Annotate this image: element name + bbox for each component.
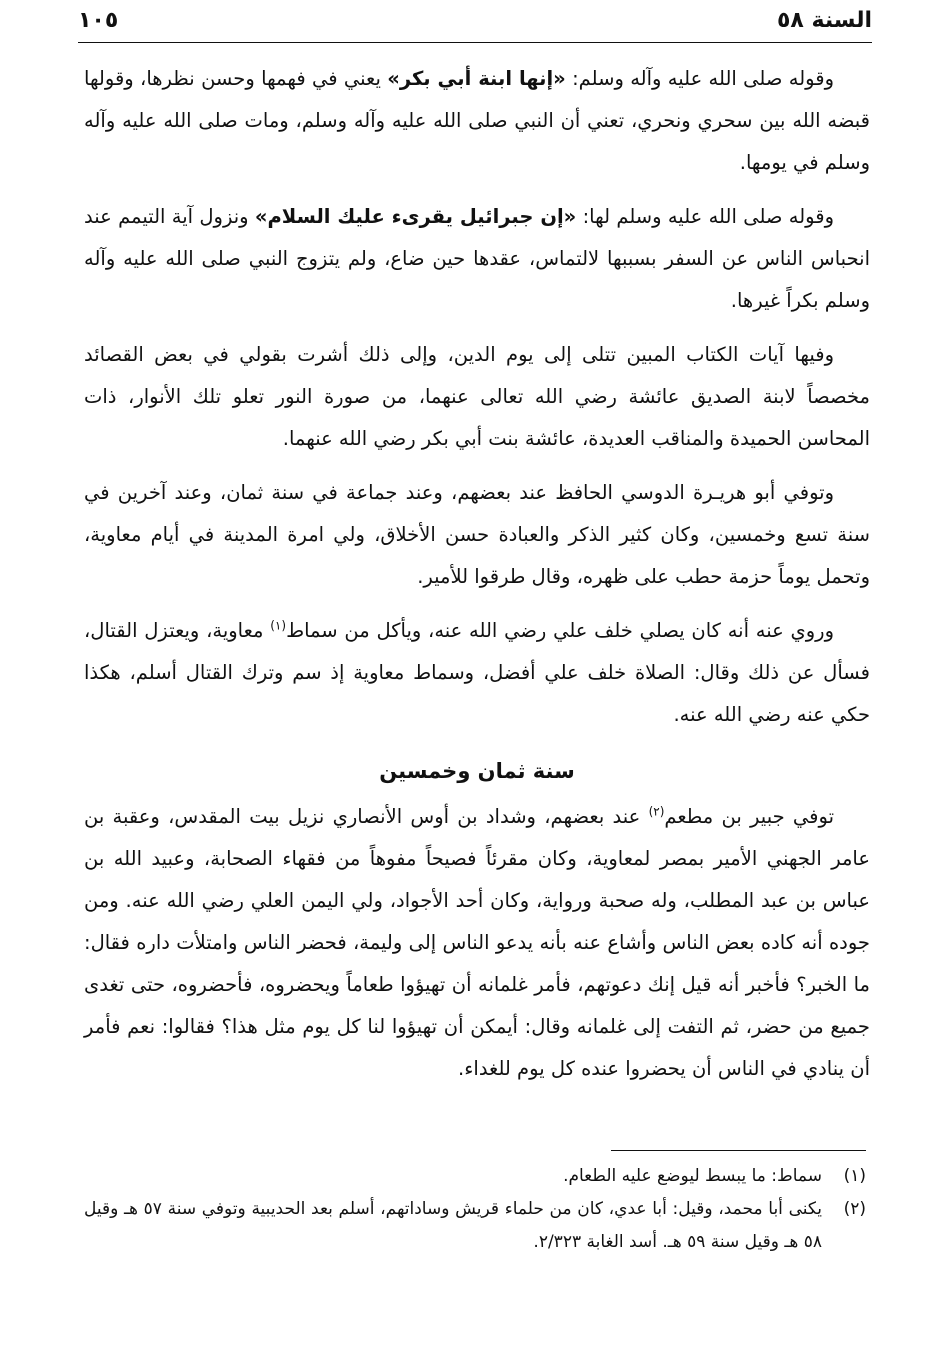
paragraph-3: وفيها آيات الكتاب المبين تتلى إلى يوم الدين، وإلى ذلك أشرت بقولي في بعض القصائد مخصصاً لابنة الصديق عائشة رضي الله تعالى عنهما، من صورة النور تعلو تلك الأنوار، ذات المحاسن الحميدة والمناقب العديدة، عائشة بنت أبي بكر رضي الله عنهما. <box>84 343 870 450</box>
main-text <box>84 58 870 1098</box>
footnote-number: (٢) <box>843 1199 866 1219</box>
running-title: السنة ٥٨ <box>776 7 872 33</box>
paragraph-text: عند بعضهم، وشداد بن أوس الأنصاري نزيل بيت المقدس، وعقبة بن عامر الجهني الأمير بمصر لمعاوية، وكان مقرئاً فصيحاً مفوهاً من فقهاء الصحابة، وعبيد الله بن عباس بن عبد المطلب، وله صحبة ورواية، وكان أحد الأجواد، ولي اليمن العلي رضي الله عنه. ومن جوده أنه كاده بعض الناس وأشاع عنه بأنه يدعو الناس إلى وليمة، فحضر الناس وامتلأت داره فقال: ما الخبر؟ فأخبر أنه قيل إنك دعوتهم، فأمر غلمانه أن تهيؤوا طعاماً ويحضروه، فأحضروه، حتى تغدى جميع من حضر، ثم التفت إلى غلمانه وقال: أيمكن أن تهيؤوا لنا كل يوم مثل هذا؟ فقالوا: نعم فأمر أن ينادي في الناس أن يحضروا عنده كل يوم للغداء. <box>84 805 870 1080</box>
footnote-text: سماط: ما يبسط ليوضع عليه الطعام. <box>563 1166 822 1186</box>
footnote-divider <box>611 1150 866 1151</box>
paragraph-4: وتوفي أبو هريـرة الدوسي الحافظ عند بعضهم، وعند جماعة في سنة ثمان، وعند آخرين في سنة تسع وخمسين، وكان كثير الذكر والعبادة حسن الأخلاق، ولي امرة المدينة في أيام معاوية، وتحمل يوماً حزمة حطب على ظهره، وقال طرقوا للأمير. <box>84 481 870 588</box>
hadith-quote: «إن جبرائيل يقرىء عليك السلام» <box>254 205 577 228</box>
footnote-text: يكنى أبا محمد، وقيل: أبا عدي، كان من حلماء قريش وساداتهم، أسلم بعد الحديبية وتوفي سنة ٥٧ هـ وقيل ٥٨ هـ وقيل سنة ٥٩ هـ. أسد الغابة ٢/٣٢٣. <box>84 1199 822 1252</box>
footnote-2 <box>84 1193 866 1259</box>
paragraph-text: يعني في فهمها وحسن نظرها، وقولها قبضه الله بين سحري ونحري، تعني أن النبي صلى الله عليه وآله وسلم، ومات صلى الله عليه وآله وسلم في يومها. <box>84 67 870 174</box>
footnote-1 <box>84 1160 866 1193</box>
paragraph-2 <box>84 196 870 322</box>
footnotes <box>84 1160 866 1259</box>
paragraph-text: توفي جبير بن مطعم <box>664 805 834 828</box>
section-paragraph <box>84 796 870 1090</box>
hadith-quote: «إنها ابنة أبي بكر» <box>387 67 566 90</box>
header-divider <box>78 42 872 43</box>
footnote-ref-2[interactable]: (٢) <box>648 804 665 819</box>
footnote-ref-1[interactable]: (١) <box>270 618 287 633</box>
paragraph-5 <box>84 610 870 736</box>
paragraph-text: وروي عنه أنه كان يصلي خلف علي رضي الله عنه، ويأكل من سماط <box>286 619 835 642</box>
section-heading: سنة ثمان وخمسين <box>379 759 575 783</box>
footnote-number: (١) <box>843 1166 866 1186</box>
paragraph-text: وقوله صلى الله عليه وسلم لها: <box>576 205 834 228</box>
paragraph-1 <box>84 58 870 184</box>
paragraph-text: وقوله صلى الله عليه وآله وسلم: <box>565 67 834 90</box>
paragraph-text: ونزول آية التيمم عند انحباس الناس عن السفر بسببها لالتماس، عقدها حين ضاع، ولم يتزوج النبي صلى الله عليه وآله وسلم بكراً غيرها. <box>84 205 870 312</box>
page-header <box>78 2 872 38</box>
page-number: ١٠٥ <box>78 7 119 33</box>
paragraph-text: معاوية، ويعتزل القتال، فسأل عن ذلك وقال: الصلاة خلف علي أفضل، وسماط معاوية إذ سم وترك القتال أسلم، هكذا حكي عنه رضي الله عنه. <box>84 619 870 726</box>
